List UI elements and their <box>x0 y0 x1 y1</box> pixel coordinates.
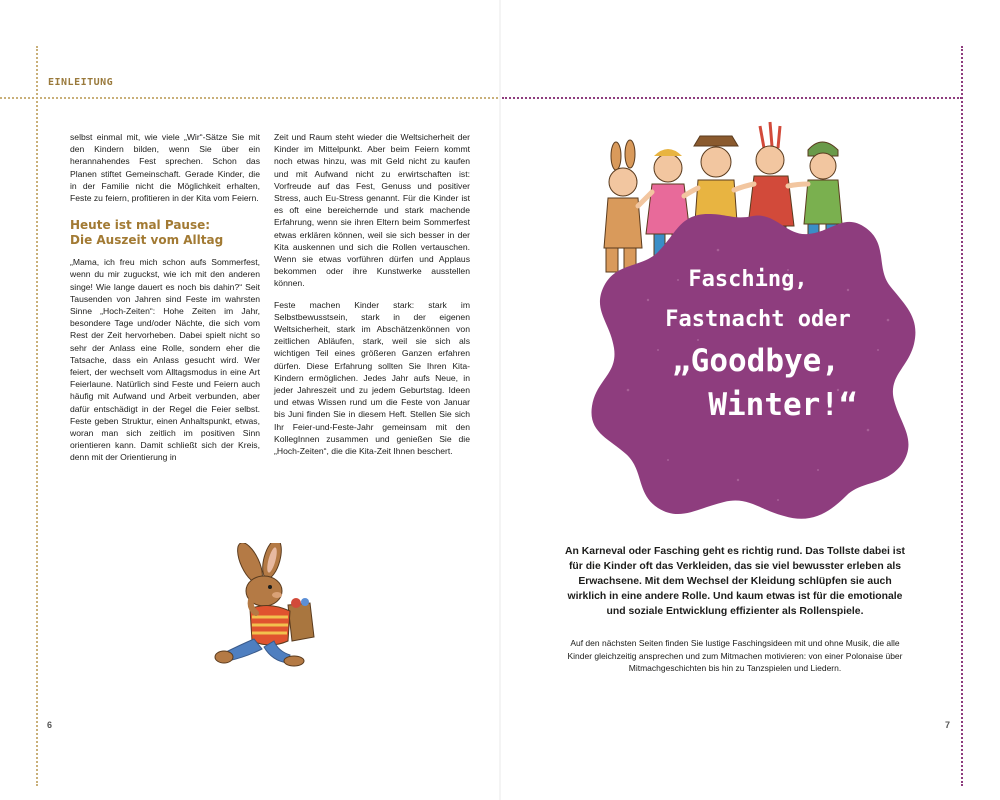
header-rule-right <box>502 97 962 99</box>
gutter <box>499 0 501 800</box>
paragraph: „Mama, ich freu mich schon aufs Sommerfest, wenn du mir zuguckst, wie ich mit den anderen singe! Wie lange dauert es noch bis dahin?“ Seit Tausenden von Jahren sind Feste im wahrsten Sinne „Hoch-Zeiten“: Hohe Zeiten im Jahr, besondere Tage und/oder Nächte, die sich vom Rest der Zeit hervorheben. Dabei spielt nicht so sehr der Anlass eine Rolle, sondern eher die Tatsache, dass ein Anlass gesucht wird. Wer feiert, der wechselt vom Alltagsmodus in eine Art Feierlaune. Natürlich sind Feste und Feiern auch häufig mit Aufwand und Arbeit verbunden, aber dafür entschädigt in der Regel die Feier selbst. Feste geben Struktur, einen Anhaltspunkt, etwas, woran man sich zeitlich im positiven Sinn orientieren kann. Damit schließt sich der Kreis, denn mit der Orientierung in <box>70 257 260 463</box>
left-page <box>0 0 498 800</box>
title-line: Fastnacht oder <box>665 307 851 333</box>
paragraph: Zeit und Raum steht wieder die Weltsicherheit der Kinder im Mittelpunkt. Aber beim Feiern kommt noch etwas hinzu, was mit Geld nicht zu kaufen und mit Aufwand nicht zu erwirtschaften ist: Vorfreude auf das Fest, Genuss und positiver Stress, auch Eu-Stress genannt. Für die Kinder ist es oft eine bereichernde und stark machende Erfahrung, wenn sie ihren Eltern beim Sommerfest etwas erklären können, weil sie sich besser in der Kita auskennen und sich die Rollen vertauschen. Wenn sie etwas vorführen dürfen und Applaus bekommen oder ihre Kunstwerke ausstellen können. <box>274 132 470 289</box>
section-label: EINLEITUNG <box>48 77 114 88</box>
subheading-line: Die Auszeit vom Alltag <box>70 233 224 248</box>
title-line: „Goodbye, <box>672 343 840 380</box>
left-margin-dots <box>36 46 38 786</box>
title-line: Fasching, <box>688 267 808 292</box>
text-column-1 <box>70 131 260 473</box>
title-blob <box>588 210 918 520</box>
feature-title <box>588 268 918 423</box>
title-line: Winter!“ <box>708 387 858 424</box>
body-paragraph: Auf den nächsten Seiten finden Sie lustige Faschingsideen mit und ohne Musik, die alle Kinder gleichzeitig ansprechen und zum Mitmachen motivieren: von einer Polonaise über Mitmachgeschichten bis hin zu Tanzspielen und Liedern. <box>567 638 903 673</box>
page-number: 7 <box>945 720 951 730</box>
page-number: 6 <box>47 720 53 730</box>
header-rule-left <box>0 97 498 99</box>
text-column-2 <box>274 131 470 466</box>
paragraph: Feste machen Kinder stark: stark im Selbstbewusstsein, stark in der eigenen Weltsicherheit, stark im Abschätzenkönnen von zeitlichen Abläufen, stark, weil sie sich als wichtigen Teil eines größeren Ganzen erfahren dürfen. Diese Erfahrung sollten Sie Ihren Kita-Kindern ermöglichen. Jedes Jahr aufs Neue, in jeder Jahreszeit und zu jedem Geburtstag. Ideen und etwas Wissen rund um die Feste von Januar bis Juni finden Sie in diesem Heft. Stellen Sie sich Ihr Feier-und-Feste-Jahr gemeinsam mit den KollegInnen zusammen und genießen Sie die „Hoch-Zeiten“, die die Kita-Zeit Ihnen beschert. <box>274 299 470 457</box>
bunny-illustration <box>212 543 324 668</box>
lead-paragraph: An Karneval oder Fasching geht es richtig rund. Das Tollste dabei ist für die Kinder oft das Verkleiden, das sie viel bewusster erleben als Erwachsene. Mit dem Wechsel der Kleidung schlüpfen sie auch wirklich in eine andere Rolle. Und kaum etwas ist für die emotionale und soziale Entwicklung effizienter als Rollenspiele. <box>565 546 905 617</box>
subheading <box>70 218 260 248</box>
subheading-line: Heute ist mal Pause: <box>70 218 211 233</box>
right-margin-dots <box>961 46 963 786</box>
paragraph: selbst einmal mit, wie viele „Wir“-Sätze Sie mit den Kindern bilden, wenn Sie über ein herannahendes Fest sprechen. Schon das Planen stiftet Gemeinschaft. Gerade Kinder, die in der Familie nicht die Möglichkeit erhalten, Feste zu feiern, profitieren in der Kita vom Feiern. <box>70 132 260 204</box>
